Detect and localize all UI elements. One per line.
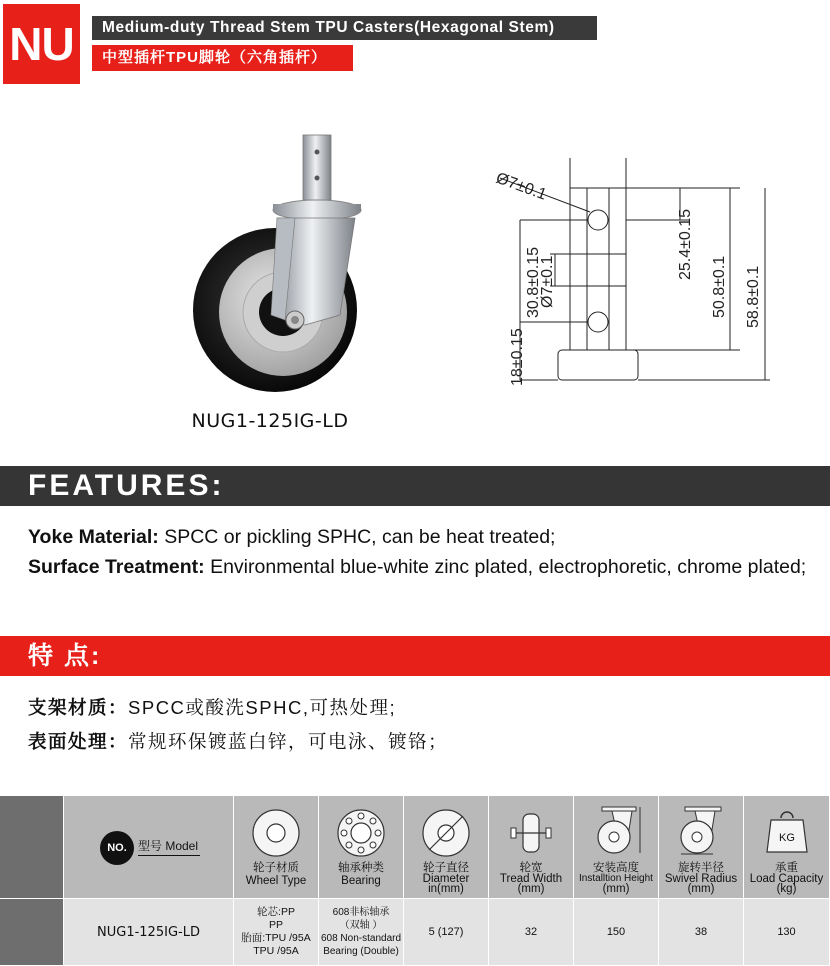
- dim-30-8-label: 30.8±0.15: [525, 246, 542, 318]
- header-wheel-type-en: Wheel Type: [245, 875, 307, 887]
- header-diameter-cn: 轮子直径: [423, 862, 469, 874]
- dim-50-8-label: 50.8±0.1: [711, 255, 728, 318]
- wheel-type-line-4: TPU /95A: [253, 945, 299, 957]
- feature-surface-cn: [28, 728, 448, 754]
- no-badge: NO.: [100, 831, 134, 865]
- table-row-tread-width: 32: [489, 899, 574, 966]
- model-header-label: 型号 Model: [138, 837, 200, 856]
- swivel-radius-icon: [673, 804, 729, 856]
- features-heading-en: FEATURES:: [0, 466, 830, 506]
- header-swivel-radius: [659, 796, 744, 899]
- diameter-icon: [421, 808, 471, 858]
- feature-surface-en-label: Surface Treatment:: [28, 556, 205, 578]
- header-diameter-en: Diameter: [422, 873, 470, 885]
- table-side-header: [0, 796, 64, 899]
- header-load-capacity-cn: 承重: [775, 862, 798, 874]
- stem-dimension-drawing: [490, 150, 780, 390]
- header-bearing-en: Bearing: [341, 875, 381, 887]
- feature-surface-en: [28, 556, 806, 579]
- feature-surface-en-value: Environmental blue-white zinc plated, electrophoretic, chrome plated;: [204, 556, 807, 578]
- feature-yoke-cn: [28, 694, 396, 720]
- header-installation-height-en: Installtion Height: [579, 873, 653, 884]
- header-load-capacity-unit: (kg): [776, 883, 797, 895]
- wheel-icon: [251, 808, 301, 858]
- header-tread-width: [489, 796, 574, 899]
- table-row-bearing: [319, 899, 404, 966]
- header-load-capacity: [744, 796, 830, 899]
- header-wheel-type-cn: 轮子材质: [253, 862, 299, 874]
- header-tread-width-cn: 轮宽: [519, 862, 543, 874]
- feature-surface-cn-value: 常规环保镀蓝白锌，可电泳、镀铬；: [128, 731, 449, 752]
- table-row-diameter: 5 (127): [404, 899, 489, 966]
- header-installation-height: [574, 796, 659, 899]
- header-swivel-radius-unit: (mm): [687, 883, 715, 895]
- table-row-wheel-type: [234, 899, 319, 966]
- header-wheel-type: [234, 796, 319, 899]
- load-capacity-icon-text: KG: [778, 832, 795, 844]
- feature-yoke-en: [28, 526, 555, 549]
- table-row-model: NUG1-125IG-LD: [64, 899, 234, 966]
- bearing-line-2: （双轴 ）: [339, 920, 383, 931]
- caster-photo: [185, 130, 375, 405]
- product-title-en: Medium-duty Thread Stem TPU Casters(Hexagonal Stem): [92, 16, 597, 40]
- bearing-line-4: Bearing (Double): [323, 946, 399, 957]
- wheel-type-line-2: PP: [268, 919, 283, 931]
- header-diameter: [404, 796, 489, 899]
- bearing-line-3: 608 Non-standard: [320, 933, 402, 944]
- dim-hole-mid-label: Ø7±0.1: [539, 255, 556, 308]
- table-row-load-capacity: 130: [744, 899, 830, 966]
- table-side-row: [0, 899, 64, 966]
- header-swivel-radius-cn: 旋转半径: [678, 862, 724, 874]
- header-installation-height-cn: 安装高度: [593, 862, 639, 874]
- wheel-type-line-3: 胎面:TPU /95A: [241, 932, 311, 944]
- bearing-line-1: 608非标轴承: [332, 907, 390, 918]
- dim-hole-top-label: Ø7±0.1: [493, 169, 549, 204]
- feature-yoke-en-label: Yoke Material:: [28, 526, 159, 548]
- bearing-icon: [336, 808, 386, 858]
- header-swivel-radius-en: Swivel Radius: [664, 873, 738, 885]
- installation-height-icon: [588, 804, 644, 856]
- dim-58-8-label: 58.8±0.1: [745, 265, 762, 328]
- table-row-swivel-radius: 38: [659, 899, 744, 966]
- product-model-caption: NUG1-125IG-LD: [191, 410, 349, 432]
- product-title-cn: 中型插杆TPU脚轮（六角插杆）: [92, 45, 353, 71]
- wheel-type-line-1: 轮芯:PP: [257, 906, 295, 918]
- feature-yoke-cn-value: SPCC或酸洗SPHC,可热处理;: [128, 697, 397, 718]
- load-capacity-icon: [765, 808, 809, 854]
- header-bearing: [319, 796, 404, 899]
- tread-width-icon: [506, 808, 556, 858]
- spec-table: [0, 796, 830, 966]
- dim-25-4-label: 25.4±0.15: [677, 208, 694, 280]
- header-bearing-cn: 轴承种类: [338, 862, 384, 874]
- feature-surface-cn-label: 表面处理：: [28, 731, 129, 752]
- dim-18-label: 18±0.15: [509, 328, 526, 386]
- feature-yoke-cn-label: 支架材质：: [28, 697, 129, 718]
- feature-yoke-en-value: SPCC or pickling SPHC, can be heat treated;: [158, 526, 556, 548]
- product-series-badge: NU: [3, 4, 80, 84]
- header-installation-height-unit: (mm): [602, 883, 630, 895]
- header-tread-width-en: Tread Width: [499, 873, 563, 885]
- features-heading-cn: 特 点:: [0, 636, 830, 676]
- model-header-cell: [64, 796, 234, 899]
- table-row-installation-height: 150: [574, 899, 659, 966]
- header-diameter-unit: in(mm): [428, 883, 464, 895]
- header-tread-width-unit: (mm): [517, 883, 545, 895]
- header-load-capacity-en: Load Capacity: [749, 873, 824, 885]
